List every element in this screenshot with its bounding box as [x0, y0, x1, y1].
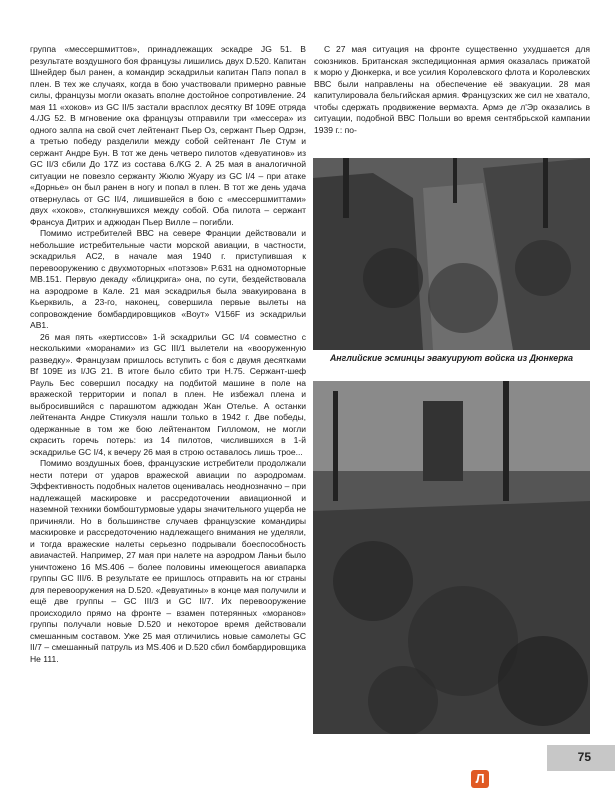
- destroyers-photo-top: [313, 158, 590, 350]
- paragraph-2: Помимо истребителей ВВС на севере Франции действовали и небольшие истребительные части морской авиации, в частности, эскадрилья AC2, в начале мая 1940 г. приступившая к перевооружению с двухмоторных «потэзов» P.631 на одномоторные MB.151. Первую декаду «блицкрига» она, по сути, бездействовала на аэродроме в Кале. 21 мая эскадрилья была эвакуирована в Кьерквиль, а 23-го, наконец, совершила первые вылеты на сопровождение бомбардировщиков «Воут» V156F из эскадрильи AB1.: [30, 228, 306, 330]
- paragraph-right: С 27 мая ситуация на фронте существенно ухудшается для союзников. Британская экспедиционная армия оказалась прижатой к морю у Дюнкерка, и все усилия Королевского флота и Королевских ВВС были направлены на обеспечение её эвакуации. 28 мая капитулировала бельгийская армия. Французских же сил не хватало, чтобы сдержать продвижение вермахта. Армэ де л'Эр оказались в ситуации, подобной ВВС Польши во время сентябрьской кампании 1939 г.: по-: [314, 44, 590, 135]
- publisher-logo-icon: Л: [471, 770, 489, 788]
- left-text-column: [30, 44, 306, 665]
- paragraph-3: 26 мая пять «кертиссов» 1-й эскадрильи GC I/4 совместно с несколькими «моранами» из GC III/1 вылетели на «вооруженную разведку». Французам пришлось вступить с боя с двумя десятками Bf 109E из I/JG 21. В итоге было сбито три H.75. Сержант-шеф Рауль Бес совершил посадку на подбитой машине в поле на вражеской территории и попал в плен. Не избежал плена и выбросившийся с парашютом аджюдан Жан Отелье. А останки лейтенанта Андре Стикуэля нашли только в 1942 г. Две победы, одержанные в том же бою лейтенантом Гилломом, не могли скрасить горечь потерь: из 14 пилотов, числившихся в 1-й эскадрилье GC I/4, к вечеру 26 мая в строю оставалось лишь трое...: [30, 331, 306, 457]
- right-text-column: [314, 44, 590, 136]
- paragraph-4: Помимо воздушных боев, французские истребители продолжали нести потери от ударов вражеской авиации по аэродромам. Эффективность подобных налетов оценивалась неоднозначно – при надлежащей маскировке и рассредоточении авиационной и наземной техники бомбоштурмовые удары значительного ущерба не причиняли. Но в большинстве случаев французские командиры маскировке и рассредоточению надлежащего внимания не уделяли, и тогда вражеские налеты серьезно подрывали боеспособность авиачастей. Например, 27 мая при налете на аэродром Ланьи было уничтожено 16 MS.406 – более половины имеющегося авиапарка группы GC III/6. В результате ее пришлось отправить на юг страны для перевооружения на D.520. «Девуатины» в конце мая получили и ещё две группы – GC III/3 и GC II/7. Их перевооружение происходило прямо на фронте – взамен потерянных «моранов» группы получали новые D.520 и некоторое время действовали смешанным составом. Уже 25 мая отличились новые самолеты GC II/7 – смешанный патруль из MS.406 и D.520 сбил бомбардировщика He 111.: [30, 458, 306, 664]
- destroyers-photo-bottom: [313, 381, 590, 734]
- paragraph-1: группа «мессершмиттов», принадлежащих эскадре JG 51. В результате воздушного боя французы лишились двух D.520. Капитан Шнейдер был ранен, а командир эскадрильи капитан Папэ попал в плен. В тех же случаях, когда в бою участвовали примерно равные силы, французы могли оказать вполне достойное сопротивление. 24 мая 11 «хоков» из GC II/5 застали врасплох десятку Bf 109E отряда 4./JG 52. В мгновение ока французы отправили три «мессера» из одного залпа на свой счет лейтенант Пьер Оз, сержант Пьер Одрэн, а третью победу разделили между собой сейтенант Ле Стум и сержант Андре Бун. В тот же день четверо пилотов «девуатинов» из GC II/3 сбили До 17Z из состава 6./KG 2. А 25 мая в аналогичной ситуации не повезло сержанту Жюлю Жуару из GC I/4 – при атаке «Дорнье» он был ранен в ногу и попал в плен. В тот же день удача отвернулась от GC II/4, лишившейся в бою с «мессершмиттами» двух «хоков», столкнувшихся между собой. Оба пилота – сержант Франсуа Дитрих и аджюдан Пьер Вилле – погибли.: [30, 44, 306, 227]
- photo-caption: Английские эсминцы эвакуируют войска из Дюнкерка: [329, 353, 574, 363]
- page-number: 75: [577, 750, 591, 764]
- ships-illustration-top: [313, 158, 590, 350]
- troops-illustration-bottom: [313, 381, 590, 734]
